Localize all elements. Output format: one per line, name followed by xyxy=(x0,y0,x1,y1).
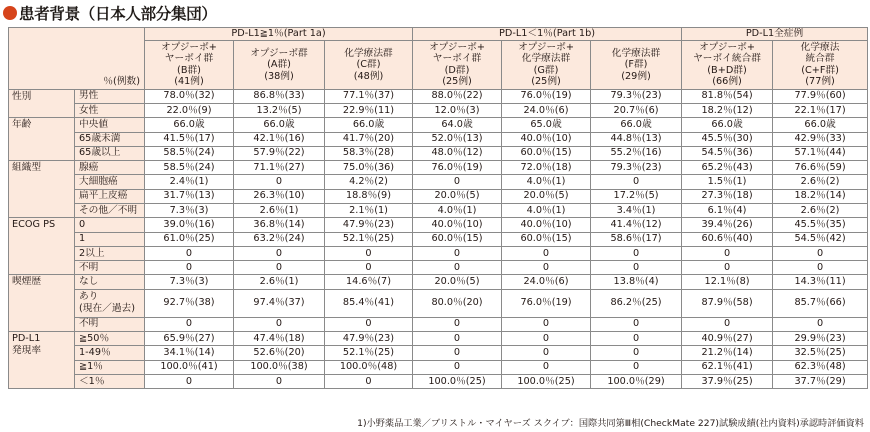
value-cell: 60.6％(40) xyxy=(682,232,773,246)
value-cell: 42.1％(16) xyxy=(234,132,325,146)
value-cell: 20.7％(6) xyxy=(591,103,682,117)
value-cell: 65.2％(43) xyxy=(682,161,773,175)
arm-header xyxy=(773,41,868,90)
value-cell: 0 xyxy=(145,261,234,275)
value-cell: 0 xyxy=(591,175,682,189)
value-cell: 100.0％(38) xyxy=(234,360,325,374)
table-body xyxy=(9,89,868,389)
row-label: 65歳以上 xyxy=(75,146,145,160)
value-cell: 0 xyxy=(682,317,773,331)
arm-header-line: (D群) xyxy=(444,64,470,76)
value-cell: 0 xyxy=(682,246,773,260)
value-cell: 47.9％(23) xyxy=(325,332,413,346)
table-row xyxy=(9,189,868,203)
row-label: 2以上 xyxy=(75,246,145,260)
value-cell: 24.0％(6) xyxy=(502,275,591,289)
arm-header-line: (B+D群) xyxy=(707,64,747,76)
table-row xyxy=(9,275,868,289)
value-cell: 0 xyxy=(502,246,591,260)
value-cell: 20.0％(5) xyxy=(502,189,591,203)
value-cell: 88.0％(22) xyxy=(413,89,502,103)
value-cell: 0 xyxy=(591,261,682,275)
table-row xyxy=(9,204,868,218)
value-cell: 0 xyxy=(145,317,234,331)
value-cell: 100.0％(25) xyxy=(413,374,502,388)
arm-header-line: ヤーボイ統合群 xyxy=(693,53,761,65)
value-cell: 40.9％(27) xyxy=(682,332,773,346)
row-label: ＜1％ xyxy=(75,374,145,388)
arm-header-line: (77例) xyxy=(805,76,835,88)
table-row xyxy=(9,289,868,317)
value-cell: 31.7％(13) xyxy=(145,189,234,203)
category-cell: 喫煙歴 xyxy=(9,275,75,332)
value-cell: 47.9％(23) xyxy=(325,218,413,232)
value-cell: 41.4％(12) xyxy=(591,218,682,232)
value-cell: 0 xyxy=(413,360,502,374)
row-label: 0 xyxy=(75,218,145,232)
value-cell: 37.9％(25) xyxy=(682,374,773,388)
value-cell: 0 xyxy=(773,317,868,331)
arm-header-line: (66例) xyxy=(712,76,742,88)
value-cell: 22.0％(9) xyxy=(145,103,234,117)
value-cell: 0 xyxy=(325,374,413,388)
table-row xyxy=(9,360,868,374)
value-cell: 14.3％(11) xyxy=(773,275,868,289)
arm-header-line: (A群) xyxy=(267,59,291,71)
arm-header xyxy=(591,41,682,90)
value-cell: 4.0％(1) xyxy=(413,204,502,218)
value-cell: 66.0歳 xyxy=(145,118,234,132)
value-cell: 76.6％(59) xyxy=(773,161,868,175)
row-label: その他／不明 xyxy=(75,204,145,218)
value-cell: 18.2％(14) xyxy=(773,189,868,203)
value-cell: 37.7％(29) xyxy=(773,374,868,388)
value-cell: 6.1％(4) xyxy=(682,204,773,218)
value-cell: 57.1％(44) xyxy=(773,146,868,160)
value-cell: 86.8％(33) xyxy=(234,89,325,103)
value-cell: 0 xyxy=(591,346,682,360)
value-cell: 85.7％(66) xyxy=(773,289,868,317)
value-cell: 54.5％(36) xyxy=(682,146,773,160)
value-cell: 62.3％(48) xyxy=(773,360,868,374)
value-cell: 0 xyxy=(413,317,502,331)
arm-header-line: オプジーボ+ xyxy=(518,42,574,53)
value-cell: 2.4％(1) xyxy=(145,175,234,189)
arm-header-line: (29例) xyxy=(621,70,651,82)
value-cell: 7.3％(3) xyxy=(145,275,234,289)
patient-background-table xyxy=(8,27,868,389)
value-cell: 20.0％(5) xyxy=(413,189,502,203)
table-row xyxy=(9,232,868,246)
value-cell: 66.0歳 xyxy=(591,118,682,132)
value-cell: 0 xyxy=(502,346,591,360)
value-cell: 87.9％(58) xyxy=(682,289,773,317)
value-cell: 66.0歳 xyxy=(773,118,868,132)
category-cell: PD-L1 発現率 xyxy=(9,332,75,389)
table-row xyxy=(9,161,868,175)
arm-header-line: オプジーボ+ xyxy=(161,42,217,53)
group-header-all: PD-L1全症例 xyxy=(682,28,868,41)
value-cell: 13.2％(5) xyxy=(234,103,325,117)
value-cell: 0 xyxy=(325,317,413,331)
value-cell: 63.2％(24) xyxy=(234,232,325,246)
value-cell: 0 xyxy=(591,317,682,331)
value-cell: 2.6％(1) xyxy=(234,275,325,289)
table-row xyxy=(9,261,868,275)
value-cell: 40.0％(10) xyxy=(502,218,591,232)
value-cell: 22.9％(11) xyxy=(325,103,413,117)
value-cell: 45.5％(30) xyxy=(682,132,773,146)
value-cell: 7.3％(3) xyxy=(145,204,234,218)
arm-header xyxy=(145,41,234,90)
row-label: 扁平上皮癌 xyxy=(75,189,145,203)
row-label: 腺癌 xyxy=(75,161,145,175)
value-cell: 0 xyxy=(591,246,682,260)
value-cell: 2.1％(1) xyxy=(325,204,413,218)
value-cell: 12.1％(8) xyxy=(682,275,773,289)
arm-header-line: (G群) xyxy=(533,64,559,76)
value-cell: 65.0歳 xyxy=(502,118,591,132)
value-cell: 60.0％(15) xyxy=(502,232,591,246)
value-cell: 75.0％(36) xyxy=(325,161,413,175)
value-cell: 66.0歳 xyxy=(325,118,413,132)
category-cell: 性別 xyxy=(9,89,75,118)
value-cell: 0 xyxy=(234,374,325,388)
arm-header-line: 化学療法群 xyxy=(344,47,393,59)
value-cell: 0 xyxy=(591,360,682,374)
value-cell: 55.2％(16) xyxy=(591,146,682,160)
value-cell: 2.6％(1) xyxy=(234,204,325,218)
value-cell: 52.6％(20) xyxy=(234,346,325,360)
value-cell: 52.0％(13) xyxy=(413,132,502,146)
value-cell: 0 xyxy=(502,317,591,331)
value-cell: 92.7％(38) xyxy=(145,289,234,317)
arm-header-line: (41例) xyxy=(174,76,204,88)
value-cell: 0 xyxy=(413,346,502,360)
value-cell: 0 xyxy=(145,246,234,260)
table-row xyxy=(9,103,868,117)
arm-header xyxy=(502,41,591,90)
group-header-row xyxy=(9,28,868,41)
arm-header-line: (25例) xyxy=(531,76,561,88)
arm-header-line: (F群) xyxy=(624,59,648,71)
row-label: ≧1％ xyxy=(75,360,145,374)
category-cell: 年齢 xyxy=(9,118,75,161)
table-row xyxy=(9,317,868,331)
value-cell: 0 xyxy=(234,175,325,189)
value-cell: 18.2％(12) xyxy=(682,103,773,117)
value-cell: 58.5％(24) xyxy=(145,146,234,160)
value-cell: 0 xyxy=(682,261,773,275)
value-cell: 77.1％(37) xyxy=(325,89,413,103)
value-cell: 21.2％(14) xyxy=(682,346,773,360)
value-cell: 22.1％(17) xyxy=(773,103,868,117)
value-cell: 40.0％(10) xyxy=(502,132,591,146)
arm-header-line: オプジーボ+ xyxy=(429,42,485,53)
arm-header xyxy=(413,41,502,90)
arm-header-line: (C+F群) xyxy=(801,64,839,76)
arm-header-line: 化学療法群 xyxy=(521,53,571,65)
value-cell: 72.0％(18) xyxy=(502,161,591,175)
category-cell: ECOG PS xyxy=(9,218,75,275)
value-cell: 39.0％(16) xyxy=(145,218,234,232)
value-cell: 0 xyxy=(325,261,413,275)
arm-header-line: (C群) xyxy=(356,59,381,71)
arm-header-line: (38例) xyxy=(264,70,294,82)
row-label: あり (現在／過去) xyxy=(75,289,145,317)
value-cell: 41.5％(17) xyxy=(145,132,234,146)
value-cell: 2.6％(2) xyxy=(773,175,868,189)
value-cell: 0 xyxy=(413,261,502,275)
value-cell: 65.9％(27) xyxy=(145,332,234,346)
row-label: 1 xyxy=(75,232,145,246)
value-cell: 79.3％(23) xyxy=(591,89,682,103)
value-cell: 85.4％(41) xyxy=(325,289,413,317)
value-cell: 34.1％(14) xyxy=(145,346,234,360)
value-cell: 100.0％(41) xyxy=(145,360,234,374)
value-cell: 66.0歳 xyxy=(234,118,325,132)
value-cell: 17.2％(5) xyxy=(591,189,682,203)
arm-header xyxy=(325,41,413,90)
row-label: 1-49％ xyxy=(75,346,145,360)
value-cell: 45.5％(35) xyxy=(773,218,868,232)
value-cell: 97.4％(37) xyxy=(234,289,325,317)
arm-header-line: オプジーボ+ xyxy=(699,42,755,53)
value-cell: 100.0％(29) xyxy=(591,374,682,388)
footnote: 1)小野薬品工業／ブリストル・マイヤーズ スクイブ：国際共同第Ⅲ相(CheckMate 227)試験成績(社内資料)承認時評価資料 xyxy=(357,418,864,429)
value-cell: 54.5％(42) xyxy=(773,232,868,246)
value-cell: 44.8％(13) xyxy=(591,132,682,146)
title-row xyxy=(3,2,217,24)
value-cell: 4.0％(1) xyxy=(502,175,591,189)
table-row xyxy=(9,218,868,232)
table-row xyxy=(9,346,868,360)
group-header-part1a: PD-L1≧1％(Part 1a) xyxy=(145,28,413,41)
value-cell: 64.0歳 xyxy=(413,118,502,132)
value-cell: 78.0％(32) xyxy=(145,89,234,103)
value-cell: 0 xyxy=(325,246,413,260)
value-cell: 48.0％(12) xyxy=(413,146,502,160)
row-label: 女性 xyxy=(75,103,145,117)
value-cell: 13.8％(4) xyxy=(591,275,682,289)
value-cell: 4.0％(1) xyxy=(502,204,591,218)
value-cell: 86.2％(25) xyxy=(591,289,682,317)
value-cell: 76.0％(19) xyxy=(502,289,591,317)
value-cell: 18.8％(9) xyxy=(325,189,413,203)
value-cell: 32.5％(25) xyxy=(773,346,868,360)
arm-header xyxy=(682,41,773,90)
arm-header-line: ヤーボイ群 xyxy=(164,53,214,65)
value-cell: 66.0歳 xyxy=(682,118,773,132)
value-cell: 0 xyxy=(413,332,502,346)
arm-header-line: オプジーボ群 xyxy=(250,47,308,59)
value-cell: 40.0％(10) xyxy=(413,218,502,232)
value-cell: 77.9％(60) xyxy=(773,89,868,103)
value-cell: 24.0％(6) xyxy=(502,103,591,117)
value-cell: 0 xyxy=(234,317,325,331)
arm-header-line: 化学療法 xyxy=(800,42,840,53)
value-cell: 42.9％(33) xyxy=(773,132,868,146)
value-cell: 0 xyxy=(502,332,591,346)
arm-header-line: (25例) xyxy=(442,76,472,88)
value-cell: 0 xyxy=(234,261,325,275)
value-cell: 52.1％(25) xyxy=(325,346,413,360)
value-cell: 26.3％(10) xyxy=(234,189,325,203)
value-cell: 57.9％(22) xyxy=(234,146,325,160)
value-cell: 61.0％(25) xyxy=(145,232,234,246)
bullet-dot-icon xyxy=(3,6,17,20)
value-cell: 47.4％(18) xyxy=(234,332,325,346)
category-cell: 組織型 xyxy=(9,161,75,218)
value-cell: 0 xyxy=(145,374,234,388)
value-cell: 0 xyxy=(413,175,502,189)
value-cell: 12.0％(3) xyxy=(413,103,502,117)
value-cell: 1.5％(1) xyxy=(682,175,773,189)
table-row xyxy=(9,374,868,388)
value-cell: 76.0％(19) xyxy=(413,161,502,175)
value-cell: 100.0％(48) xyxy=(325,360,413,374)
row-label: 65歳未満 xyxy=(75,132,145,146)
value-cell: 81.8％(54) xyxy=(682,89,773,103)
value-cell: 58.6％(17) xyxy=(591,232,682,246)
page-title: 患者背景（日本人部分集団） xyxy=(19,5,217,23)
group-header-part1b: PD-L1＜1％(Part 1b) xyxy=(413,28,682,41)
table-row xyxy=(9,132,868,146)
value-cell: 0 xyxy=(591,332,682,346)
row-label: ≧50％ xyxy=(75,332,145,346)
value-cell: 41.7％(20) xyxy=(325,132,413,146)
value-cell: 39.4％(26) xyxy=(682,218,773,232)
value-cell: 29.9％(23) xyxy=(773,332,868,346)
value-cell: 60.0％(15) xyxy=(413,232,502,246)
value-cell: 20.0％(5) xyxy=(413,275,502,289)
row-label: 不明 xyxy=(75,317,145,331)
value-cell: 100.0％(25) xyxy=(502,374,591,388)
value-cell: 0 xyxy=(773,261,868,275)
row-label: なし xyxy=(75,275,145,289)
value-cell: 0 xyxy=(413,246,502,260)
value-cell: 60.0％(15) xyxy=(502,146,591,160)
row-label: 男性 xyxy=(75,89,145,103)
row-label: 不明 xyxy=(75,261,145,275)
arm-header-line: (B群) xyxy=(177,64,201,76)
table-row xyxy=(9,118,868,132)
table-row xyxy=(9,89,868,103)
value-cell: 36.8％(14) xyxy=(234,218,325,232)
value-cell: 2.6％(2) xyxy=(773,204,868,218)
value-cell: 58.3％(28) xyxy=(325,146,413,160)
row-label: 大細胞癌 xyxy=(75,175,145,189)
arm-header-line: ヤーボイ群 xyxy=(432,53,482,65)
value-cell: 4.2％(2) xyxy=(325,175,413,189)
unit-label: ％(例数) xyxy=(9,28,145,90)
value-cell: 76.0％(19) xyxy=(502,89,591,103)
arm-header-line: 統合群 xyxy=(805,53,835,65)
value-cell: 62.1％(41) xyxy=(682,360,773,374)
value-cell: 27.3％(18) xyxy=(682,189,773,203)
value-cell: 14.6％(7) xyxy=(325,275,413,289)
table-row xyxy=(9,146,868,160)
arm-header-line: 化学療法群 xyxy=(611,47,661,59)
value-cell: 0 xyxy=(773,246,868,260)
row-label: 中央値 xyxy=(75,118,145,132)
value-cell: 80.0％(20) xyxy=(413,289,502,317)
table-row xyxy=(9,332,868,346)
table-row xyxy=(9,246,868,260)
arm-header xyxy=(234,41,325,90)
value-cell: 3.4％(1) xyxy=(591,204,682,218)
value-cell: 0 xyxy=(234,246,325,260)
value-cell: 52.1％(25) xyxy=(325,232,413,246)
arm-header-line: (48例) xyxy=(353,70,384,82)
value-cell: 0 xyxy=(502,360,591,374)
value-cell: 71.1％(27) xyxy=(234,161,325,175)
value-cell: 79.3％(23) xyxy=(591,161,682,175)
table-row xyxy=(9,175,868,189)
value-cell: 58.5％(24) xyxy=(145,161,234,175)
value-cell: 0 xyxy=(502,261,591,275)
